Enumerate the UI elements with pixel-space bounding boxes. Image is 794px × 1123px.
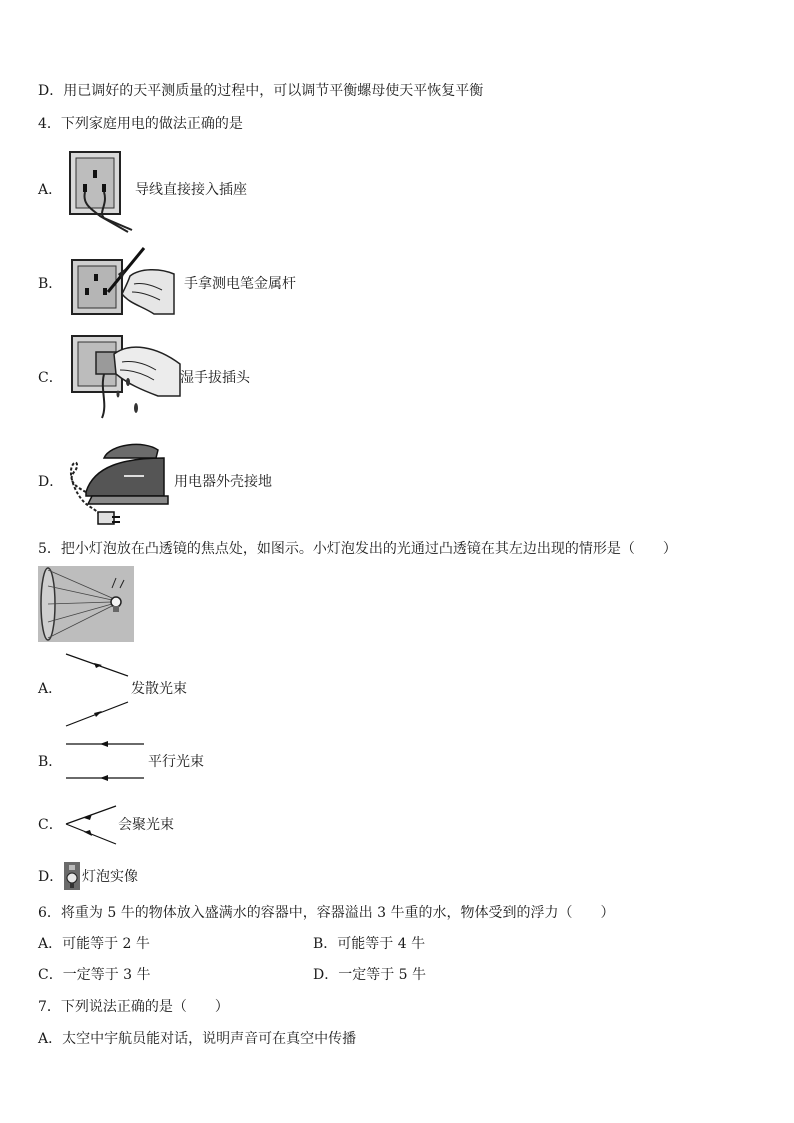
q5-option-c-caption: 会聚光束 — [118, 817, 174, 833]
parallel-rays-icon — [64, 738, 146, 788]
q4-option-d-caption: 用电器外壳接地 — [174, 474, 272, 490]
q4-option-b-letter: B． — [38, 276, 63, 292]
lens-bulb-figure-icon — [38, 566, 134, 646]
iron-grounded-icon — [64, 436, 172, 532]
q5-stem: 5．把小灯泡放在凸透镜的焦点处，如图示。小灯泡发出的光通过凸透镜在其左边出现的情形是（ ） — [38, 541, 677, 557]
q4-stem: 4．下列家庭用电的做法正确的是 — [38, 116, 243, 132]
q7-option-a: A．太空中宇航员能对话，说明声音可在真空中传播 — [38, 1031, 357, 1047]
q4-option-a-caption: 导线直接接入插座 — [135, 182, 247, 198]
q6-option-c: C．一定等于 3 牛 — [38, 967, 151, 983]
test-pen-hand-icon — [70, 246, 176, 322]
q4-option-c-caption: 湿手拔插头 — [180, 370, 250, 386]
diverging-rays-icon — [64, 652, 130, 732]
q4-option-b-caption: 手拿测电笔金属杆 — [184, 276, 296, 292]
q6-stem: 6．将重为 5 牛的物体放入盛满水的容器中，容器溢出 3 牛重的水，物体受到的浮力（ ） — [38, 905, 615, 921]
q6-option-b: B．可能等于 4 牛 — [313, 936, 426, 952]
bulb-image-icon — [64, 862, 80, 894]
q5-option-a-caption: 发散光束 — [131, 681, 187, 697]
q4-option-a-letter: A． — [38, 182, 63, 198]
q5-option-b-caption: 平行光束 — [148, 754, 204, 770]
q4-option-c-letter: C． — [38, 370, 63, 386]
q4-option-d-letter: D． — [38, 474, 64, 490]
wet-hand-plug-icon — [70, 334, 182, 424]
q3-option-d: D．用已调好的天平测质量的过程中，可以调节平衡螺母使天平恢复平衡 — [38, 83, 484, 99]
converging-rays-icon — [62, 804, 118, 850]
q5-option-b-letter: B． — [38, 754, 63, 770]
q5-option-c-letter: C． — [38, 817, 63, 833]
q6-option-a: A．可能等于 2 牛 — [38, 936, 150, 952]
q5-option-d-letter: D． — [38, 869, 64, 885]
q5-option-d-caption: 灯泡实像 — [82, 869, 138, 885]
q5-option-a-letter: A． — [38, 681, 63, 697]
q6-option-d: D．一定等于 5 牛 — [313, 967, 427, 983]
socket-wires-icon — [68, 150, 136, 238]
q7-stem: 7．下列说法正确的是（ ） — [38, 999, 229, 1015]
